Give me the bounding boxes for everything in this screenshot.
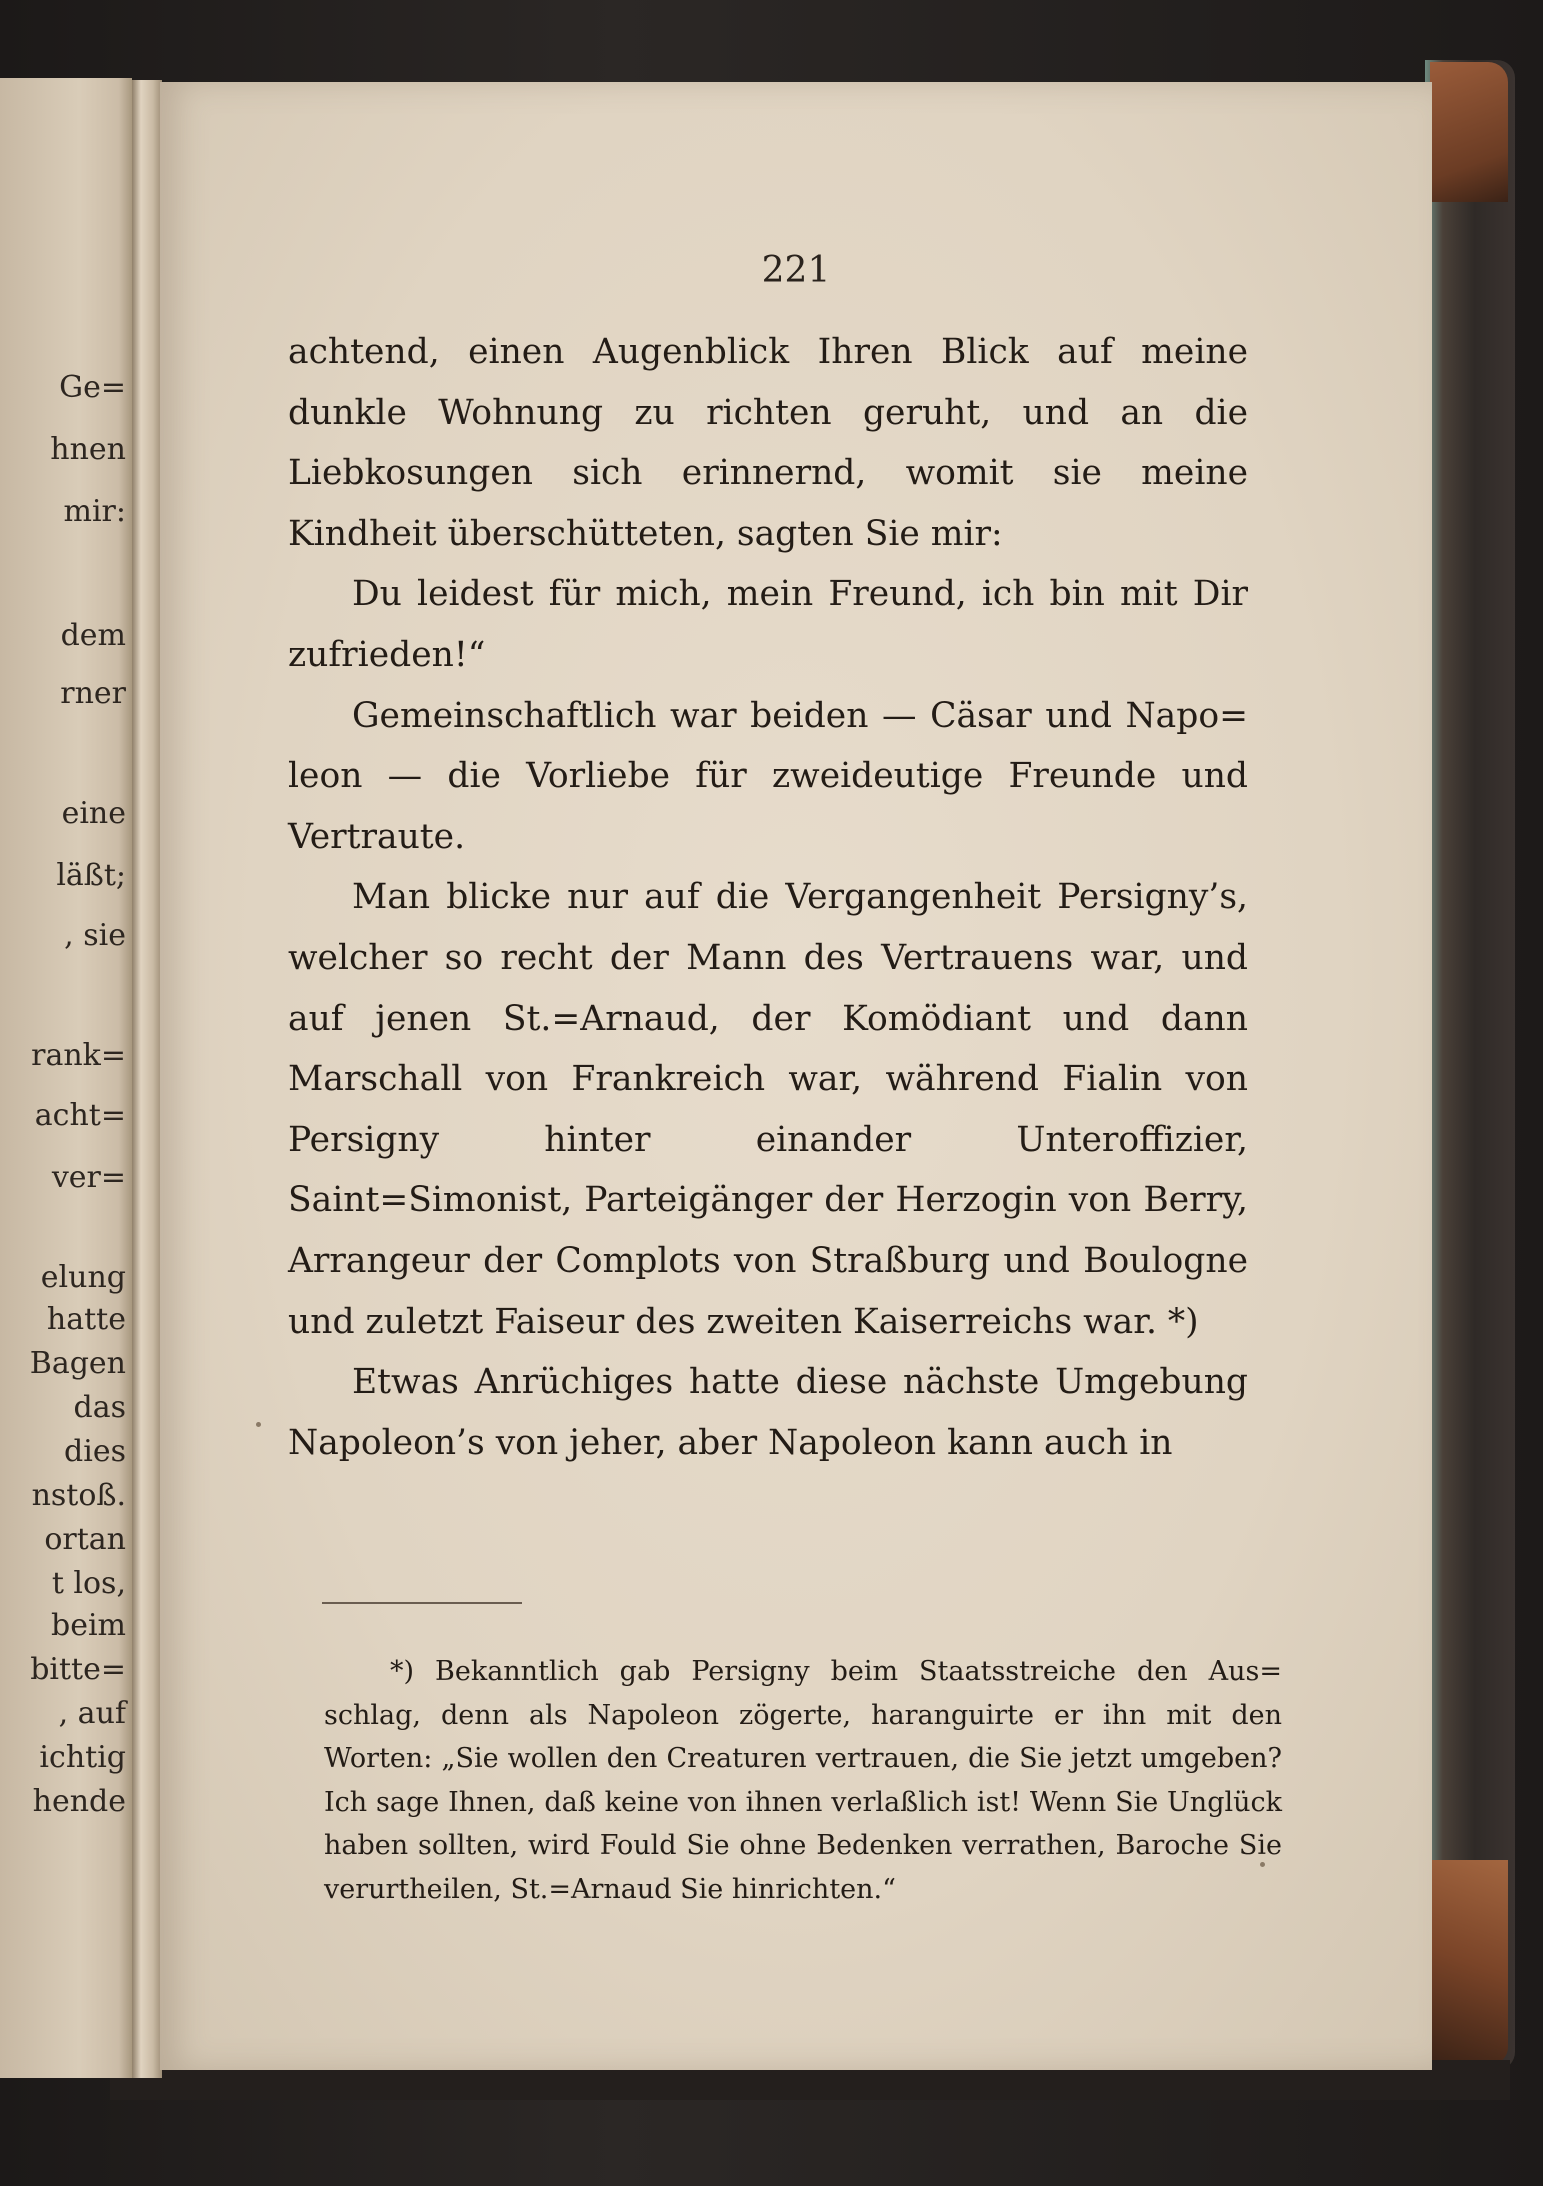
left-fragment: hatte <box>46 1302 126 1337</box>
footnote <box>324 1650 1282 1911</box>
body-text <box>288 322 1248 1473</box>
left-fragment: elung <box>40 1260 126 1295</box>
left-fragment: nstoß. <box>31 1478 126 1513</box>
left-fragment: ichtig <box>39 1740 126 1775</box>
left-fragment: t los, <box>51 1566 126 1601</box>
left-fragment: mir: <box>63 494 126 529</box>
footnote-text: *) Bekanntlich gab Persigny beim Staatsstreiche den Aus= schlag, denn als Napoleon zögerte, haranguirte er ihn mit den Worten: „Sie wollen den Creaturen vertrauen, die Sie jetzt umgeben? Ich sage Ihnen, daß keine von ihnen verlaßlich ist! Wenn Sie Unglück haben sollten, wird Fould Sie ohne Bedenken verrathen, Baroche Sie verurtheilen, St.=Arnaud Sie hinrichten.“ <box>324 1656 1282 1905</box>
left-fragment: das <box>73 1390 126 1425</box>
paper-speck <box>256 1422 261 1427</box>
left-fragment: eine <box>61 796 126 831</box>
book-cover-edge <box>1425 60 1515 2070</box>
left-fragment: , auf <box>58 1696 126 1731</box>
page-number: 221 <box>761 250 831 291</box>
paragraph: Etwas Anrüchiges hatte diese nächste Umgebung Napoleon’s von jeher, aber Napoleon kann auch in <box>288 1362 1248 1463</box>
left-fragment: acht= <box>34 1098 126 1133</box>
paper-speck <box>1260 1862 1265 1867</box>
paragraph: Gemeinschaftlich war beiden — Cäsar und Napo= leon — die Vorliebe für zweideutige Freunde und Vertraute. <box>288 695 1248 857</box>
left-page-text <box>0 0 132 2186</box>
left-fragment: Ge= <box>59 370 126 405</box>
footnote-rule <box>322 1602 522 1604</box>
left-fragment: rner <box>60 676 126 711</box>
page-gutter <box>132 80 162 2078</box>
paragraph: Du leidest für mich, mein Freund, ich bin mit Dir zufrieden!“ <box>288 574 1248 675</box>
left-fragment: , sie <box>64 918 126 953</box>
paragraph: Man blicke nur auf die Vergangenheit Persigny’s, welcher so recht der Mann des Vertrauens war, und auf jenen St.=Arnaud, der Komödiant und dann Marschall von Frankreich war, während Fialin von Persigny hinter einander Unteroffizier, Saint=Simonist, Parteigänger der Herzogin von Berry, Arrangeur der Complots von Straßburg und Boulogne und zuletzt Faiseur des zweiten Kaiserreichs war. *) <box>288 877 1248 1342</box>
paragraph: achtend, einen Augenblick Ihren Blick auf meine dunkle Wohnung zu richten geruht, und an die Liebkosungen sich erinnernd, womit sie meine Kindheit überschütteten, sagten Sie mir: <box>288 332 1248 554</box>
left-fragment: läßt; <box>56 858 126 893</box>
leather-corner-top <box>1430 62 1508 202</box>
left-fragment: dies <box>64 1434 126 1469</box>
left-fragment: ver= <box>51 1160 126 1195</box>
left-fragment: hende <box>32 1784 126 1819</box>
left-fragment: Bagen <box>29 1346 126 1381</box>
left-fragment: rank= <box>31 1038 126 1073</box>
left-fragment: bitte= <box>30 1652 126 1687</box>
left-fragment: hnen <box>50 432 126 467</box>
leather-corner-bottom <box>1432 1860 1508 2065</box>
left-fragment: dem <box>60 618 126 653</box>
book-page <box>160 82 1432 2070</box>
left-fragment: beim <box>51 1608 126 1643</box>
left-fragment: ortan <box>44 1522 126 1557</box>
